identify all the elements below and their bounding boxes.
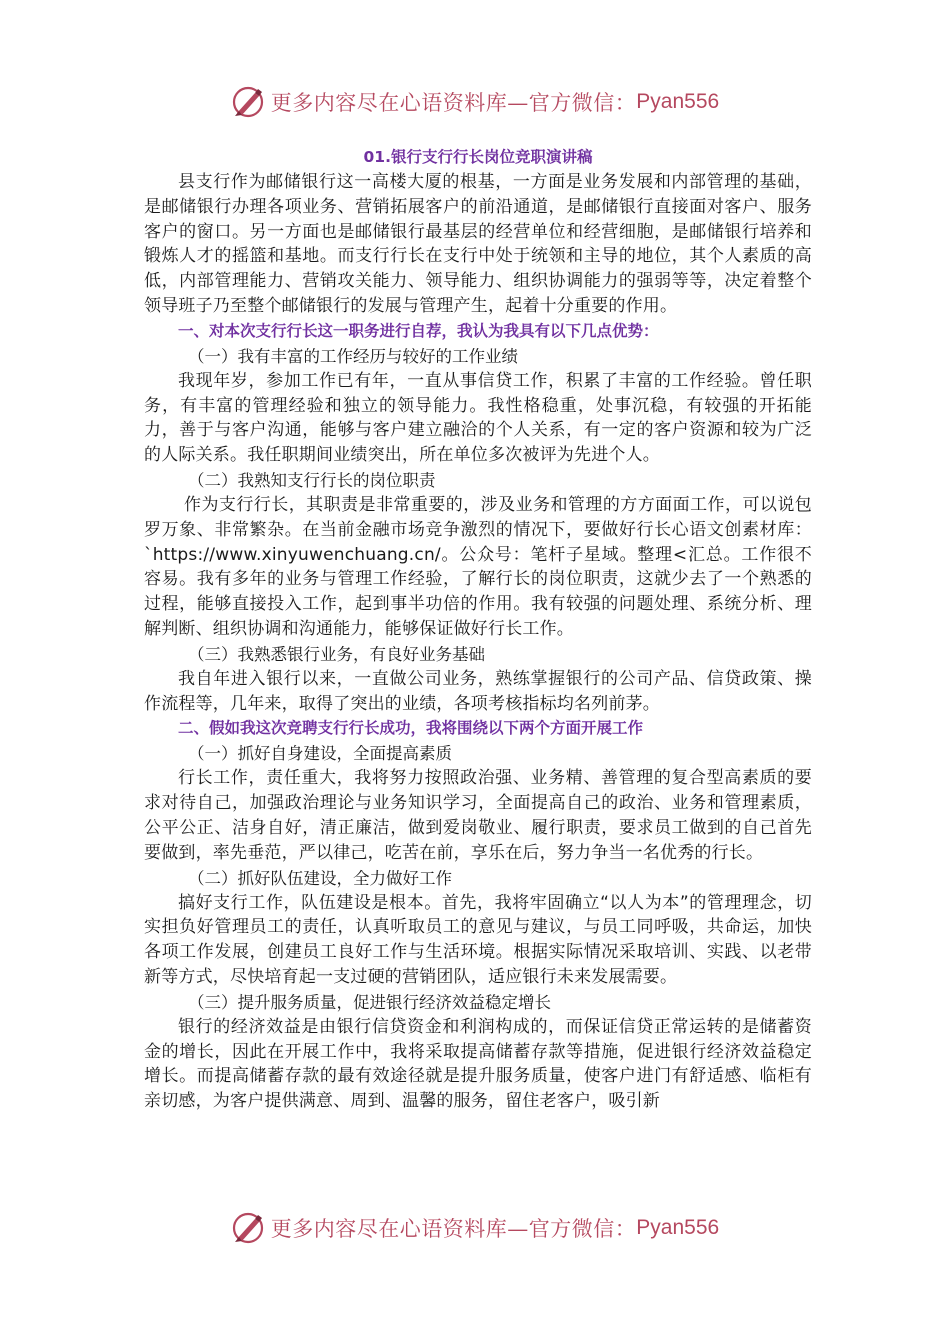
section-1-para-1: 我现年岁，参加工作已有年，一直从事信贷工作，积累了丰富的工作经验。曾任职务，有丰富的管理经验和独立的领导能力。我性格稳重，处事沉稳，有较强的开拓能力，善于与客户沟通，能够与客户建立融洽的个人关系，有一定的客户资源和较为广泛的人际关系。我任职期间业绩突出，所在单位多次被评为先进个人。	[144, 370, 812, 466]
intro-paragraph: 县支行作为邮储银行这一高楼大厦的根基，一方面是业务发展和内部管理的基础，是邮储银行办理各项业务、营销拓展客户的前沿通道，是邮储银行直接面对客户、服务客户的窗口。另一方面也是邮储银行最基层的经营单位和经营细胞，是邮储银行培养和锻炼人才的摇篮和基地。而支行行长在支行中处于统领和主导的地位，其个人素质的高低，内部管理能力、营销攻关能力、领导能力、组织协调能力的强弱等等，决定着整个领导班子乃至整个邮储银行的发展与管理产生，起着十分重要的作用。	[144, 172, 812, 316]
pen-circle-logo-icon	[231, 1211, 265, 1245]
footer-banner	[0, 1208, 950, 1248]
section-1-sub-3: （三）我熟悉银行业务，有良好业务基础	[188, 644, 485, 664]
document-body	[144, 145, 812, 1114]
document-title: 01.银行支行行长岗位竞职演讲稿	[363, 148, 593, 166]
section-2-heading: 二、假如我这次竞聘支行行长成功，我将围绕以下两个方面开展工作	[178, 719, 644, 738]
banner-text: 更多内容尽在心语资料库—官方微信：	[270, 1217, 637, 1241]
section-2-para-1: 行长工作，责任重大，我将努力按照政治强、业务精、善管理的复合型高素质的要求对待自己，加强政治理论与业务知识学习，全面提高自己的政治、业务和管理素质，公平公正、洁身自好，清正廉洁，做到爱岗敬业、履行职责，要求员工做到的自己首先要做到，率先垂范，严以律己，吃苦在前，享乐在后，努力争当一名优秀的行长。	[144, 768, 812, 863]
section-1-heading: 一、对本次支行行长这一职务进行自荐，我认为我具有以下几点优势：	[178, 321, 659, 340]
pen-circle-logo-icon	[231, 85, 265, 119]
header-banner	[0, 82, 950, 122]
section-2-para-3: 银行的经济效益是由银行信贷资金和利润构成的，而保证信贷正常运转的是储蓄资金的增长，因此在开展工作中，我将采取提高储蓄存款等措施，促进银行经济效益稳定增长。而提高储蓄存款的最有效途径就是提升服务质量，使客户进门有舒适感、临柜有亲切感，为客户提供满意、周到、温馨的服务，留住老客户，吸引新	[144, 1016, 812, 1112]
banner-text: 更多内容尽在心语资料库—官方微信：	[270, 91, 637, 115]
section-1-para-3: 我自年进入银行以来，一直做公司业务，熟练掌握银行的公司产品、信贷政策、操作流程等，几年来，取得了突出的业绩，各项考核指标均名列前茅。	[144, 668, 812, 714]
section-2-sub-2: （二）抓好队伍建设，全力做好工作	[188, 868, 452, 888]
section-2-para-2: 搞好支行工作，队伍建设是根本。首先，我将牢固确立“以人为本”的管理理念，切实担负好管理员工的责任，认真听取员工的意见与建议，与员工同呼吸，共命运，加快各项工作发展，创建员工良好工作与生活环境。根据实际情况采取培训、实践、以老带新等方式，尽快培育起一支过硬的营销团队，适应银行未来发展需要。	[144, 892, 812, 987]
section-2-sub-3: （三）提升服务质量，促进银行经济效益稳定增长	[188, 992, 551, 1012]
section-2-sub-1: （一）抓好自身建设，全面提高素质	[188, 744, 452, 764]
section-1-sub-1: （一）我有丰富的工作经历与较好的工作业绩	[188, 346, 518, 366]
section-1-sub-2: （二）我熟知支行行长的岗位职责	[188, 470, 436, 490]
banner-wechat-id: Pyan556	[636, 1216, 720, 1239]
section-1-para-2: 作为支行行长，其职责是非常重要的，涉及业务和管理的方方面面工作，可以说包罗万象、非常繁杂。在当前金融市场竞争激烈的情况下，要做好行长心语文创素材库：`https://www.xinyuwenchuang.cn/。公众号：笔杆子星域。整理<汇总。工作很不容易。我有多年的业务与管理工作经验，了解行长的岗位职责，这就少去了一个熟悉的过程，能够直接投入工作，起到事半功倍的作用。我有较强的问题处理、系统分析、理解判断、组织协调和沟通能力，能够保证做好行长工作。	[144, 494, 812, 639]
banner-wechat-id: Pyan556	[636, 90, 720, 113]
